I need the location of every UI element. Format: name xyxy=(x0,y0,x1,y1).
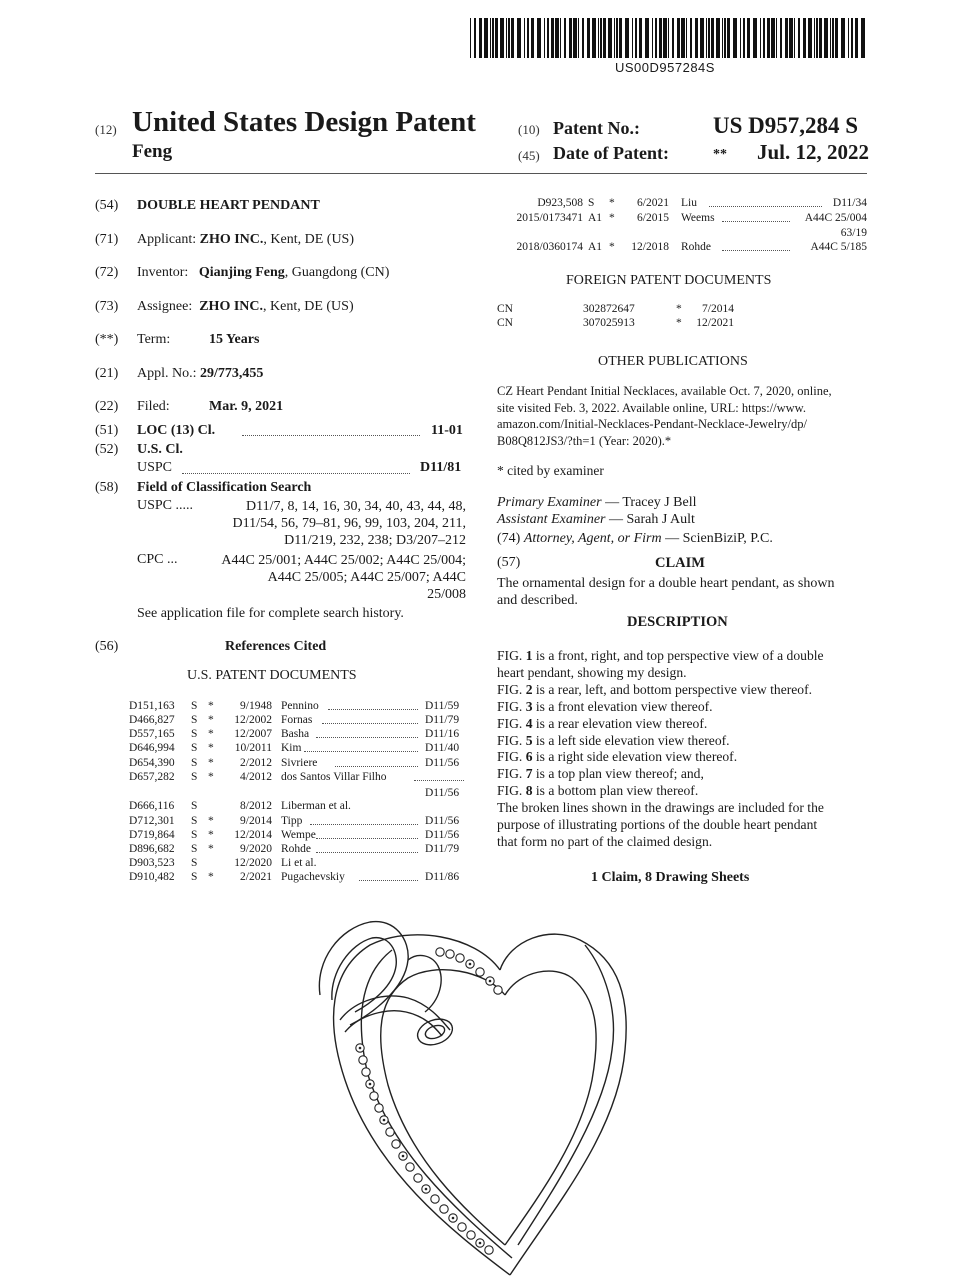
dot-leader xyxy=(414,771,464,781)
barcode-bar xyxy=(551,18,554,58)
ref-class: A44C 5/185 xyxy=(810,241,867,253)
ref-name: Rohde xyxy=(281,843,312,855)
header-rule xyxy=(95,173,867,174)
barcode-bar xyxy=(592,18,596,58)
ref-kind: S xyxy=(191,871,198,883)
description-line: purpose of illustrating portions of the double heart pendant xyxy=(497,817,818,833)
barcode-bar xyxy=(555,18,559,58)
barcode-bar xyxy=(511,18,514,58)
ref-star: * xyxy=(208,700,214,712)
barcode-bar xyxy=(500,18,504,58)
barcode-bar xyxy=(578,18,579,58)
barcode-bar xyxy=(681,18,685,58)
ref-number: D646,994 xyxy=(129,742,175,754)
ref-name: Liberman et al. xyxy=(281,800,351,812)
barcode-bar xyxy=(724,18,726,58)
ref-star: * xyxy=(609,197,615,209)
ref-star: * xyxy=(676,317,682,329)
barcode-bar xyxy=(625,18,629,58)
claim-heading: CLAIM xyxy=(655,555,705,571)
barcode-bar xyxy=(727,18,730,58)
figure-number: 7 xyxy=(525,766,533,782)
applicant-name: ZHO INC. xyxy=(199,232,264,247)
primary-examiner: Primary Examiner — Tracey J Bell xyxy=(497,495,697,510)
barcode-bar xyxy=(760,18,761,58)
loc-class: 11-01 xyxy=(431,423,463,438)
ref-class: D11/79 xyxy=(425,714,460,726)
ref-date: 6/2021 xyxy=(637,197,669,209)
ref-date: 12/2007 xyxy=(234,728,272,740)
barcode-bar xyxy=(841,18,845,58)
ref-kind: S xyxy=(191,728,198,740)
description-line: that form no part of the claimed design. xyxy=(497,833,713,849)
barcode-bar xyxy=(569,18,572,58)
barcode-bar xyxy=(798,18,800,58)
barcode-bar xyxy=(808,18,812,58)
dot-leader xyxy=(335,757,418,767)
ref-kind: S xyxy=(191,843,198,855)
barcode-bar xyxy=(776,18,777,58)
barcode-bar xyxy=(608,18,612,58)
ref-kind: S xyxy=(191,771,198,783)
ref-star: * xyxy=(208,771,214,783)
description-line: FIG. 6 is a right side elevation view thereof. xyxy=(497,749,738,765)
ref-class: D11/40 xyxy=(425,742,460,754)
patent-type-title: United States Design Patent xyxy=(132,106,476,138)
field-term: (**) Term: 15 Years xyxy=(95,332,260,347)
code-56: (56) xyxy=(95,639,119,654)
ref-number: D910,482 xyxy=(129,871,175,883)
barcode-bar xyxy=(506,18,507,58)
barcode-bar xyxy=(619,18,622,58)
barcode-bar xyxy=(527,18,529,58)
date-label: Date of Patent: xyxy=(553,143,669,163)
assignee-name: ZHO INC. xyxy=(199,299,264,314)
design-title: DOUBLE HEART PENDANT xyxy=(137,198,320,213)
barcode-bar xyxy=(851,18,853,58)
barcode-bar xyxy=(495,18,498,58)
barcode-bar xyxy=(564,18,566,58)
barcode-bar xyxy=(492,18,494,58)
field-51: (51) LOC (13) Cl. xyxy=(95,423,216,438)
barcode-bar xyxy=(819,18,822,58)
uspc-label: USPC xyxy=(137,460,173,475)
ref-star: * xyxy=(609,212,615,224)
ref-kind: S xyxy=(191,829,198,841)
barcode-bar xyxy=(716,18,720,58)
date-stars: ** xyxy=(713,147,727,162)
ref-class: D11/34 xyxy=(832,197,867,209)
ref-date: 9/1948 xyxy=(240,700,272,712)
field-22: (22) Filed: Mar. 9, 2021 xyxy=(95,399,284,414)
ref-number: D712,301 xyxy=(129,815,175,827)
dot-leader xyxy=(328,700,418,710)
barcode-bar xyxy=(767,18,770,58)
ref-name: Pennino xyxy=(281,700,319,712)
barcode-bar xyxy=(848,18,849,58)
barcode-bar xyxy=(547,18,549,58)
barcode-bar xyxy=(824,18,828,58)
figure-number: 8 xyxy=(525,783,533,799)
dot-leader xyxy=(316,728,418,738)
barcode-bar xyxy=(780,18,782,58)
ref-number: D654,390 xyxy=(129,757,175,769)
ref-name: Basha xyxy=(281,728,310,740)
ref-star: * xyxy=(208,815,214,827)
description-line: FIG. 1 is a front, right, and top perspective view of a double xyxy=(497,648,824,663)
ref-date: 12/2018 xyxy=(631,241,669,253)
barcode-bar xyxy=(835,18,838,58)
figure-number: 1 xyxy=(525,648,533,663)
ref-number: D903,523 xyxy=(129,857,175,869)
barcode-bar xyxy=(490,18,491,58)
barcode-bar xyxy=(470,18,471,58)
barcode-bar xyxy=(855,18,858,58)
field-21: (21) Appl. No.: 29/773,455 xyxy=(95,366,264,381)
ref-kind: A1 xyxy=(588,241,603,253)
term-value: 15 Years xyxy=(209,332,260,347)
ref-kind: S xyxy=(191,700,198,712)
barcode-bar xyxy=(598,18,599,58)
inventor-surname: Feng xyxy=(132,141,173,162)
ref-class: D11/59 xyxy=(425,700,460,712)
ref-kind: S xyxy=(191,757,198,769)
ref-number: D896,682 xyxy=(129,843,175,855)
barcode-bar xyxy=(695,18,698,58)
inventor-name: Qianjing Feng xyxy=(198,265,285,280)
barcode-bar xyxy=(677,18,680,58)
ref-name: Weems xyxy=(681,212,715,224)
dot-leader xyxy=(182,464,410,474)
ref-number: D719,864 xyxy=(129,829,175,841)
barcode-bar xyxy=(560,18,561,58)
barcode-bar xyxy=(747,18,750,58)
barcode-bar xyxy=(655,18,657,58)
figure-number: 5 xyxy=(525,732,533,748)
ref-number: D557,165 xyxy=(129,728,175,740)
barcode-text: US00D957284S xyxy=(615,60,715,75)
ref-date: 2/2012 xyxy=(240,757,272,769)
dot-leader xyxy=(322,714,418,724)
ref-kind: S xyxy=(191,815,198,827)
barcode-bar xyxy=(632,18,633,58)
barcode-bar xyxy=(771,18,775,58)
claim-text: The ornamental design for a double heart pendant, as shown and described. xyxy=(497,576,835,608)
description-text xyxy=(497,648,824,851)
description-heading: DESCRIPTION xyxy=(627,614,728,630)
search-cpc-label: CPC ... xyxy=(137,552,178,567)
barcode-bar xyxy=(816,18,818,58)
ref-date: 9/2014 xyxy=(240,815,272,827)
ref-number: D466,827 xyxy=(129,714,175,726)
description-line: FIG. 5 is a left side elevation view thereof. xyxy=(497,732,730,748)
us-patent-docs-heading: U.S. PATENT DOCUMENTS xyxy=(187,668,357,683)
description-line: FIG. 7 is a top plan view thereof; and, xyxy=(497,766,704,782)
field-58: (58) Field of Classification Search xyxy=(95,480,312,495)
description-line: The broken lines shown in the drawings are included for the xyxy=(497,800,824,816)
barcode-bar xyxy=(785,18,788,58)
barcode-bar xyxy=(763,18,765,58)
barcode-bar xyxy=(830,18,831,58)
ref-date: 2/2021 xyxy=(240,871,272,883)
field-73: (73) Assignee: ZHO INC., Kent, DE (US) xyxy=(95,299,354,314)
ref-date: 8/2012 xyxy=(240,800,272,812)
code-10: (10) xyxy=(518,122,540,137)
ref-name: Rohde xyxy=(681,241,712,253)
country-code: CN xyxy=(497,317,513,329)
barcode-bar xyxy=(659,18,662,58)
other-publications-heading: OTHER PUBLICATIONS xyxy=(598,354,748,369)
barcode-bar xyxy=(537,18,541,58)
barcode-bar xyxy=(794,18,795,58)
barcode-bar xyxy=(686,18,687,58)
ref-number: D666,116 xyxy=(129,800,175,812)
barcode-bar xyxy=(753,18,757,58)
barcode-bar xyxy=(708,18,710,58)
ref-date: 7/2014 xyxy=(702,303,734,315)
barcode-bar xyxy=(740,18,741,58)
barcode-bar xyxy=(479,18,482,58)
barcode-bar xyxy=(524,18,525,58)
ref-name: dos Santos Villar Filho xyxy=(281,771,387,783)
ref-date: 9/2020 xyxy=(240,843,272,855)
barcode-bar xyxy=(614,18,615,58)
patent-date: Jul. 12, 2022 xyxy=(757,140,870,164)
figure-number: 4 xyxy=(525,715,533,731)
ref-class: D11/56 xyxy=(425,757,460,769)
barcode-bar xyxy=(789,18,793,58)
ref-date: 4/2012 xyxy=(240,771,272,783)
description-line: FIG. 8 is a bottom plan view thereof. xyxy=(497,783,699,799)
ref-kind: S xyxy=(191,714,198,726)
barcode-bar xyxy=(861,18,865,58)
barcode-bar xyxy=(544,18,545,58)
dot-leader xyxy=(310,815,418,825)
search-history-note: See application file for complete search history. xyxy=(137,606,404,621)
pendant-drawing xyxy=(300,900,780,1280)
ref-star: * xyxy=(208,714,214,726)
field-52: (52) U.S. Cl. xyxy=(95,442,183,457)
ref-name: Wempe xyxy=(281,829,316,841)
ref-name: Sivriere xyxy=(281,757,318,769)
ref-name: Li et al. xyxy=(281,857,317,869)
code-57: (57) xyxy=(497,555,521,570)
barcode-bar xyxy=(743,18,745,58)
ref-kind: S xyxy=(191,857,198,869)
barcode-bar xyxy=(639,18,642,58)
barcode-bar xyxy=(652,18,653,58)
barcode-bar xyxy=(832,18,834,58)
ref-class: 63/19 xyxy=(840,227,867,239)
barcode-bar xyxy=(635,18,637,58)
patent-number: US D957,284 S xyxy=(713,113,859,138)
ref-name: Tipp xyxy=(281,815,303,827)
barcode-bar xyxy=(803,18,806,58)
ref-class: D11/16 xyxy=(425,728,460,740)
patent-no-label: Patent No.: xyxy=(553,118,640,138)
ref-class: D11/79 xyxy=(425,843,460,855)
ref-name: Liu xyxy=(681,197,697,209)
ref-number: 2018/0360174 xyxy=(516,241,583,253)
ref-name: Pugachevskiy xyxy=(281,871,345,883)
ref-number: 2015/0173471 xyxy=(516,212,583,224)
foreign-number: 307025913 xyxy=(583,317,635,329)
barcode-bar xyxy=(531,18,534,58)
uspc-class: D11/81 xyxy=(420,460,462,475)
ref-date: 12/2021 xyxy=(696,317,734,329)
figure-number: 2 xyxy=(525,681,533,697)
search-uspc-label: USPC ..... xyxy=(137,498,194,513)
ref-star: * xyxy=(208,757,214,769)
ref-star: * xyxy=(208,742,214,754)
barcode-bar xyxy=(582,18,584,58)
code-12: (12) xyxy=(95,122,117,137)
barcode-bar xyxy=(663,18,667,58)
ref-name: Fornas xyxy=(281,714,313,726)
barcode xyxy=(470,18,870,58)
barcode-bar xyxy=(484,18,488,58)
ref-class: D11/86 xyxy=(425,871,460,883)
barcode-bar xyxy=(733,18,737,58)
cited-by-examiner-note: * cited by examiner xyxy=(497,463,604,478)
figure-number: 3 xyxy=(525,698,533,714)
field-71: (71) Applicant: ZHO INC., Kent, DE (US) xyxy=(95,232,355,247)
ref-class: D11/56 xyxy=(425,815,460,827)
barcode-bar xyxy=(706,18,707,58)
filed-date: Mar. 9, 2021 xyxy=(209,399,284,414)
ref-number: D923,508 xyxy=(537,197,583,209)
ref-star: * xyxy=(208,728,214,740)
barcode-bar xyxy=(600,18,602,58)
description-line: FIG. 3 is a front elevation view thereof. xyxy=(497,698,713,714)
foreign-number: 302872647 xyxy=(583,303,635,315)
barcode-bar xyxy=(616,18,618,58)
search-cpc-list: A44C 25/001; A44C 25/002; A44C 25/004; A44C 25/005; A44C 25/007; A44C 25/008 xyxy=(221,553,466,602)
field-54: (54) DOUBLE HEART PENDANT xyxy=(95,198,320,213)
figure-number: 6 xyxy=(525,749,533,765)
barcode-bar xyxy=(700,18,704,58)
dot-leader xyxy=(304,742,418,752)
barcode-bar xyxy=(672,18,674,58)
field-72: (72) Inventor: Qianjing Feng, Guangdong (CN) xyxy=(95,265,390,280)
dot-leader xyxy=(316,829,418,839)
ref-number: D151,163 xyxy=(129,700,175,712)
ref-kind: S xyxy=(191,742,198,754)
claims-sheets-summary: 1 Claim, 8 Drawing Sheets xyxy=(591,870,750,885)
ref-star: * xyxy=(208,829,214,841)
barcode-bar xyxy=(814,18,815,58)
ref-star: * xyxy=(208,871,214,883)
ref-star: * xyxy=(609,241,615,253)
barcode-bar xyxy=(690,18,692,58)
barcode-bar xyxy=(603,18,606,58)
ref-star: * xyxy=(208,843,214,855)
barcode-bar xyxy=(508,18,510,58)
description-line: FIG. 4 is a rear elevation view thereof. xyxy=(497,715,708,731)
ref-kind: S xyxy=(588,197,595,209)
ref-date: 12/2002 xyxy=(234,714,272,726)
barcode-bar xyxy=(517,18,521,58)
ref-name: Kim xyxy=(281,742,302,754)
dot-leader xyxy=(359,871,418,881)
barcode-bar xyxy=(668,18,669,58)
dot-leader xyxy=(316,843,418,853)
barcode-bar xyxy=(587,18,590,58)
other-publication: CZ Heart Pendant Initial Necklaces, available Oct. 7, 2020, online, site visited Feb. 3, 2022. Available online, URL: https://www. amazon.com/Initial-Necklaces-Pendant-Necklace-Jewelry/dp/ B08Q812JS3/?th=1 (Year: 2020).* xyxy=(497,384,832,448)
description-line: heart pendant, showing my design. xyxy=(497,664,687,680)
attorney: (74) Attorney, Agent, or Firm — ScienBiziP, P.C. xyxy=(497,531,773,546)
assistant-examiner: Assistant Examiner — Sarah J Ault xyxy=(497,512,695,527)
ref-number: D657,282 xyxy=(129,771,175,783)
ref-star: * xyxy=(676,303,682,315)
country-code: CN xyxy=(497,303,513,315)
references-cited-heading: References Cited xyxy=(225,639,327,654)
ref-date: 12/2014 xyxy=(234,829,272,841)
ref-date: 10/2011 xyxy=(234,742,272,754)
dot-leader xyxy=(242,426,420,436)
foreign-docs-heading: FOREIGN PATENT DOCUMENTS xyxy=(566,273,772,288)
ref-class: A44C 25/004 xyxy=(804,212,867,224)
ref-date: 6/2015 xyxy=(637,212,669,224)
barcode-bar xyxy=(474,18,476,58)
ref-kind: A1 xyxy=(588,212,603,224)
ref-class: D11/56 xyxy=(425,787,460,799)
barcode-bar xyxy=(573,18,577,58)
barcode-bar xyxy=(645,18,649,58)
description-line: FIG. 2 is a rear, left, and bottom perspective view thereof. xyxy=(497,681,813,697)
appl-number: 29/773,455 xyxy=(200,366,264,381)
ref-date: 12/2020 xyxy=(234,857,272,869)
ref-class: D11/56 xyxy=(425,829,460,841)
barcode-bar xyxy=(711,18,714,58)
barcode-bar xyxy=(722,18,723,58)
ref-kind: S xyxy=(191,800,198,812)
search-uspc-list: D11/7, 8, 14, 16, 30, 34, 40, 43, 44, 48, D11/54, 56, 79–81, 96, 99, 103, 204, 211, D11/219, 232, 238; D3/207–212 xyxy=(232,499,466,548)
code-45: (45) xyxy=(518,148,540,163)
